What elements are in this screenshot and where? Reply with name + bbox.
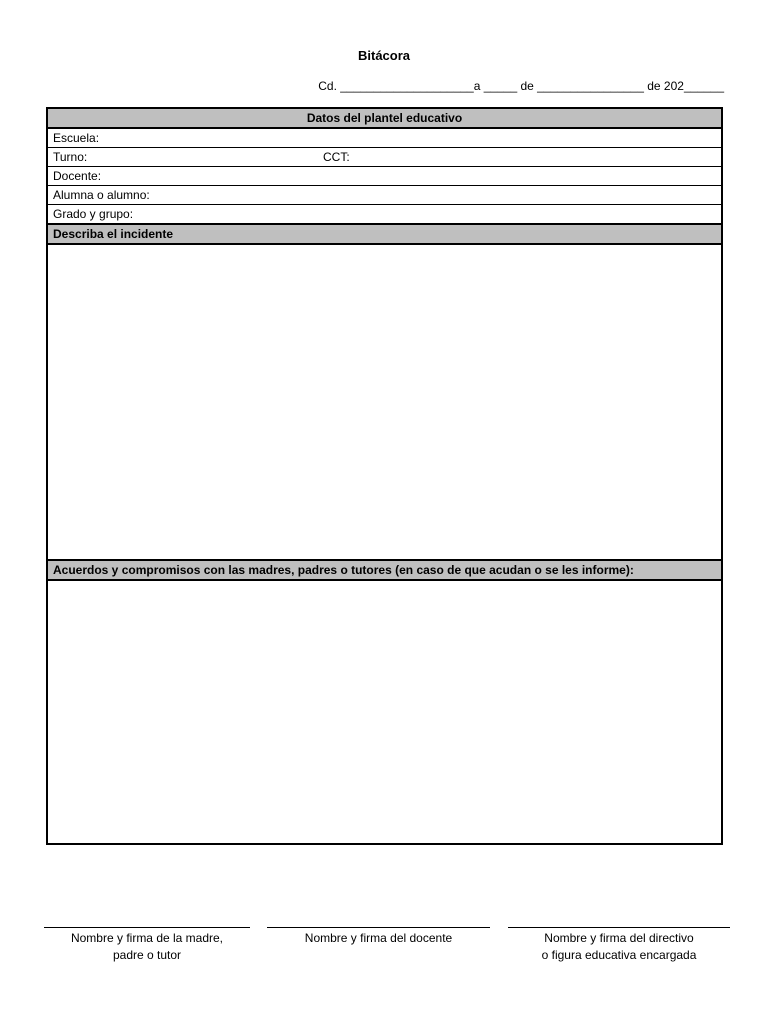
row-escuela[interactable] — [47, 128, 722, 148]
agreements-area[interactable] — [47, 580, 722, 844]
document-title: Bitácora — [357, 48, 411, 63]
section-title-incident: Describa el incidente — [47, 224, 722, 244]
incident-description-area[interactable] — [47, 244, 722, 560]
turno-field[interactable] — [47, 148, 722, 167]
row-alumno[interactable] — [47, 186, 722, 205]
alumno-field[interactable]: Alumna o alumno: — [47, 186, 722, 205]
turno-label: Turno: — [53, 150, 88, 164]
escuela-field[interactable]: Escuela: — [47, 128, 722, 148]
agreements-textarea[interactable] — [47, 580, 722, 844]
signature-director-line1: Nombre y firma del directivo — [544, 931, 694, 945]
signature-parent-line2: padre o tutor — [112, 948, 182, 962]
section-title-agreements: Acuerdos y compromisos con las madres, padres o tutores (en caso de que acudan o se les informe): — [47, 560, 722, 580]
grado-field[interactable]: Grado y grupo: — [47, 205, 722, 225]
section-header-agreements — [47, 560, 722, 580]
incident-textarea[interactable] — [47, 244, 722, 560]
signature-parent[interactable] — [44, 927, 250, 964]
signature-director[interactable] — [508, 927, 730, 964]
cct-label: CCT: — [323, 150, 350, 164]
log-form — [46, 107, 723, 845]
date-line[interactable]: Cd. ____________________a _____ de ________________ de 202______ — [318, 79, 724, 93]
row-turno[interactable] — [47, 148, 722, 167]
signature-teacher[interactable] — [267, 927, 490, 947]
section-header-school-data — [47, 108, 722, 128]
docente-field[interactable]: Docente: — [47, 167, 722, 186]
signature-director-line2: o figura educativa encargada — [541, 948, 697, 962]
row-docente[interactable] — [47, 167, 722, 186]
section-title-school-data: Datos del plantel educativo — [47, 108, 722, 128]
row-grado[interactable] — [47, 205, 722, 225]
signature-teacher-line1: Nombre y firma del docente — [304, 931, 453, 945]
section-header-incident — [47, 224, 722, 244]
signature-parent-line1: Nombre y firma de la madre, — [70, 931, 224, 945]
